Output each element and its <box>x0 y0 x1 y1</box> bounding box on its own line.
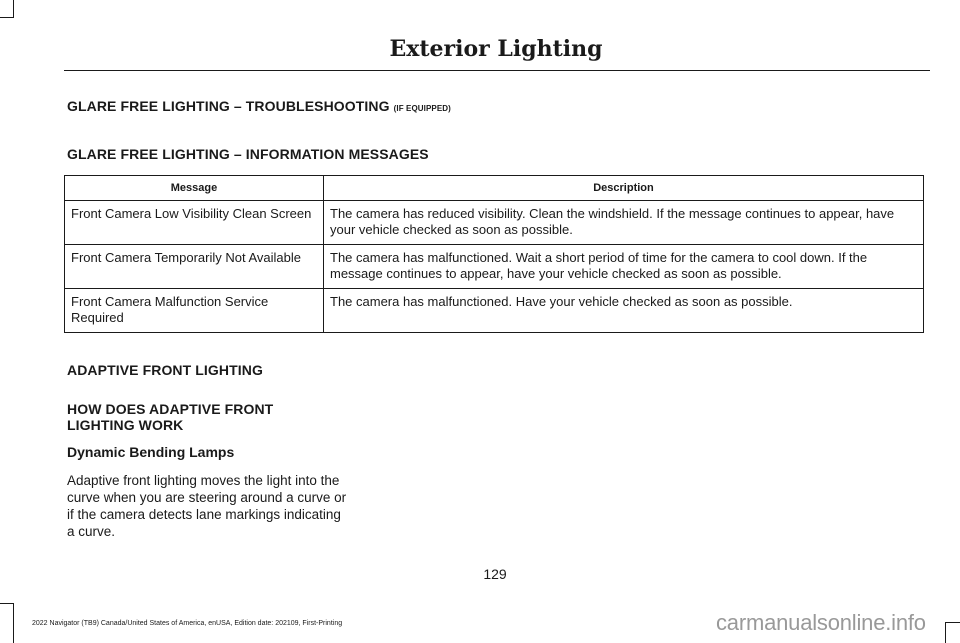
table-row <box>65 245 924 289</box>
troubleshooting-heading <box>67 98 451 114</box>
info-messages-heading: GLARE FREE LIGHTING – INFORMATION MESSAGES <box>67 146 429 162</box>
column-header-message: Message <box>65 176 324 201</box>
adaptive-front-lighting-heading: ADAPTIVE FRONT LIGHTING <box>67 362 263 378</box>
if-equipped-label: (IF EQUIPPED) <box>393 104 451 113</box>
description-cell: The camera has malfunctioned. Have your vehicle checked as soon as possible. <box>324 289 924 333</box>
chapter-title: Exterior Lighting <box>389 36 603 62</box>
header-rule <box>64 70 930 71</box>
crop-mark-top-left <box>0 17 14 18</box>
table-row <box>65 289 924 333</box>
watermark: carmanualsonline.info <box>716 610 926 635</box>
table-header-row <box>65 176 924 201</box>
edition-footer: 2022 Navigator (TB9) Canada/United States of America, enUSA, Edition date: 202109, First-Printing <box>32 620 343 627</box>
crop-mark-top-left <box>13 0 14 18</box>
crop-mark-bottom-left <box>13 603 14 643</box>
information-messages-table <box>64 175 924 333</box>
page-number: 129 <box>483 566 507 582</box>
description-cell: The camera has malfunctioned. Wait a short period of time for the camera to cool down. If the message continues to appear, have your vehicle checked as soon as possible. <box>324 245 924 289</box>
dynamic-bending-lamps-text: Adaptive front lighting moves the light into the curve when you are steering around a curve or if the camera detects lane markings indicating a curve. <box>67 473 347 539</box>
description-cell: The camera has reduced visibility. Clean the windshield. If the message continues to appear, have your vehicle checked as soon as possible. <box>324 201 924 245</box>
table-row <box>65 201 924 245</box>
crop-mark-bottom-right <box>945 622 946 643</box>
how-it-works-heading: HOW DOES ADAPTIVE FRONT LIGHTING WORK <box>67 401 274 433</box>
troubleshooting-heading-text: GLARE FREE LIGHTING – TROUBLESHOOTING <box>67 98 390 114</box>
message-cell: Front Camera Low Visibility Clean Screen <box>65 201 324 245</box>
message-cell: Front Camera Malfunction Service Required <box>65 289 324 333</box>
crop-mark-bottom-left <box>0 603 14 604</box>
crop-mark-bottom-right <box>945 622 960 623</box>
message-cell: Front Camera Temporarily Not Available <box>65 245 324 289</box>
column-header-description: Description <box>324 176 924 201</box>
dynamic-bending-lamps-heading: Dynamic Bending Lamps <box>67 444 235 460</box>
